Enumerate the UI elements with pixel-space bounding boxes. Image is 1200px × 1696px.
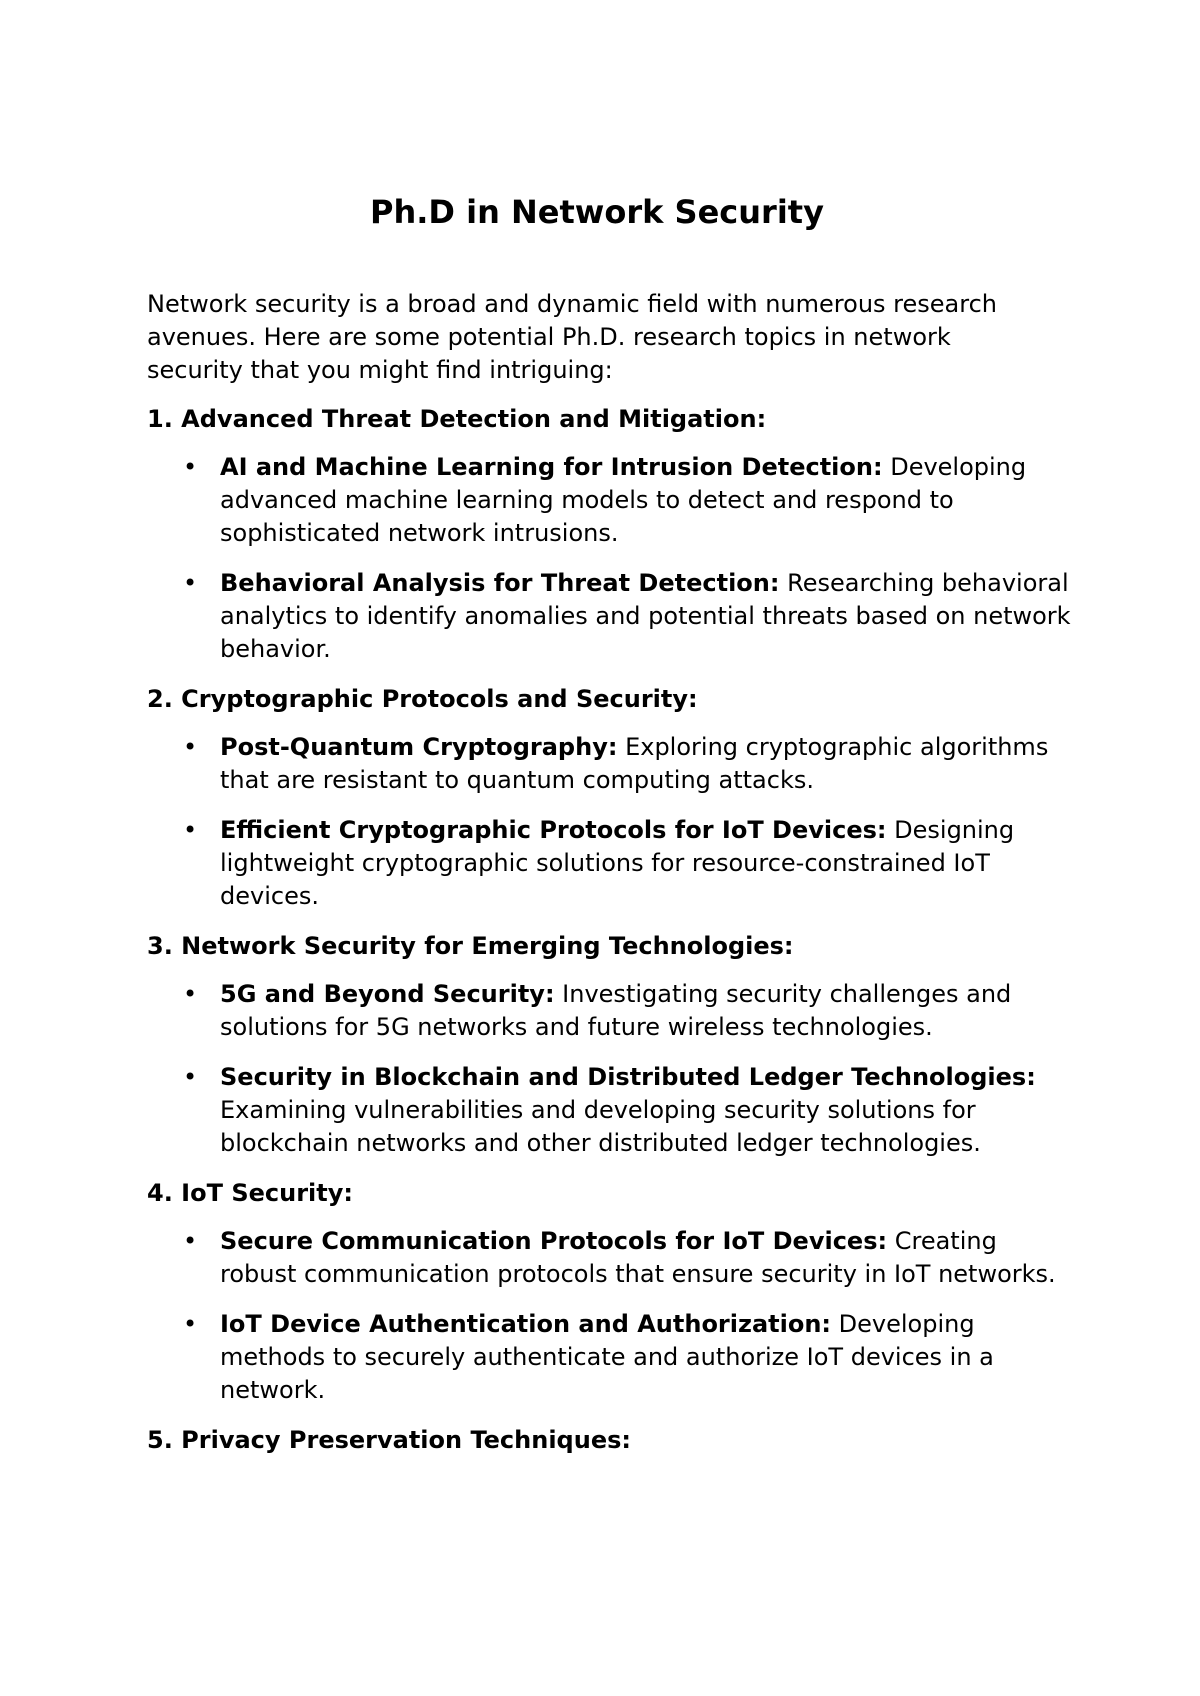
topic-title: Secure Communication Protocols for IoT Devices: xyxy=(220,1227,888,1255)
topic-title: Security in Blockchain and Distributed Ledger Technologies: xyxy=(220,1063,1036,1091)
topic-title: Behavioral Analysis for Threat Detection: xyxy=(220,569,780,597)
list-item xyxy=(147,451,1080,550)
list-item xyxy=(147,978,1080,1044)
bullet-icon: • xyxy=(183,1227,198,1255)
section xyxy=(147,403,1077,666)
topic-list xyxy=(147,451,1077,666)
section-heading: 1. Advanced Threat Detection and Mitigation: xyxy=(147,405,767,433)
list-item xyxy=(147,814,1080,913)
topic-title: IoT Device Authentication and Authorization: xyxy=(220,1310,832,1338)
section-heading: 3. Network Security for Emerging Technologies: xyxy=(147,932,794,960)
bullet-icon: • xyxy=(183,453,198,481)
topic-description: Exploring cryptographic algorithms that are resistant to quantum computing attacks. xyxy=(220,733,1049,794)
bullet-icon: • xyxy=(183,1310,198,1338)
topic-title: Post-Quantum Cryptography: xyxy=(220,733,618,761)
topic-description: Developing methods to securely authenticate and authorize IoT devices in a network. xyxy=(220,1310,994,1404)
intro-paragraph: Network security is a broad and dynamic field with numerous research avenues. Here are some potential Ph.D. research topics in network security that you might find intriguing: xyxy=(147,290,997,384)
page-title: Ph.D in Network Security xyxy=(370,193,824,231)
topic-description: Designing lightweight cryptographic solutions for resource-constrained IoT devices. xyxy=(220,816,1015,910)
bullet-icon: • xyxy=(183,1063,198,1091)
topic-title: AI and Machine Learning for Intrusion Detection: xyxy=(220,453,883,481)
bullet-icon: • xyxy=(183,816,198,844)
section xyxy=(147,1424,1077,1457)
section-heading: 5. Privacy Preservation Techniques: xyxy=(147,1426,631,1454)
topic-list xyxy=(147,731,1077,913)
topic-description: Examining vulnerabilities and developing security solutions for blockchain networks and other distributed ledger technologies. xyxy=(220,1096,981,1157)
list-item xyxy=(147,731,1080,797)
topic-list xyxy=(147,1225,1077,1407)
topic-description: Investigating security challenges and solutions for 5G networks and future wireless technologies. xyxy=(220,980,1012,1041)
list-item xyxy=(147,567,1080,666)
topic-description: Developing advanced machine learning models to detect and respond to sophisticated network intrusions. xyxy=(220,453,1027,547)
section xyxy=(147,930,1077,1160)
section xyxy=(147,683,1077,913)
list-item xyxy=(147,1225,1080,1291)
topic-description: Creating robust communication protocols that ensure security in IoT networks. xyxy=(220,1227,1056,1288)
topic-description: Researching behavioral analytics to identify anomalies and potential threats based on network behavior. xyxy=(220,569,1071,663)
section-heading: 4. IoT Security: xyxy=(147,1179,353,1207)
document-content xyxy=(147,190,1077,1472)
topic-title: 5G and Beyond Security: xyxy=(220,980,555,1008)
list-item xyxy=(147,1308,1080,1407)
list-item xyxy=(147,1061,1080,1160)
section xyxy=(147,1177,1077,1407)
section-heading: 2. Cryptographic Protocols and Security: xyxy=(147,685,698,713)
topic-title: Efficient Cryptographic Protocols for IoT Devices: xyxy=(220,816,887,844)
bullet-icon: • xyxy=(183,733,198,761)
bullet-icon: • xyxy=(183,980,198,1008)
bullet-icon: • xyxy=(183,569,198,597)
section-list xyxy=(147,403,1077,1457)
topic-list xyxy=(147,978,1077,1160)
